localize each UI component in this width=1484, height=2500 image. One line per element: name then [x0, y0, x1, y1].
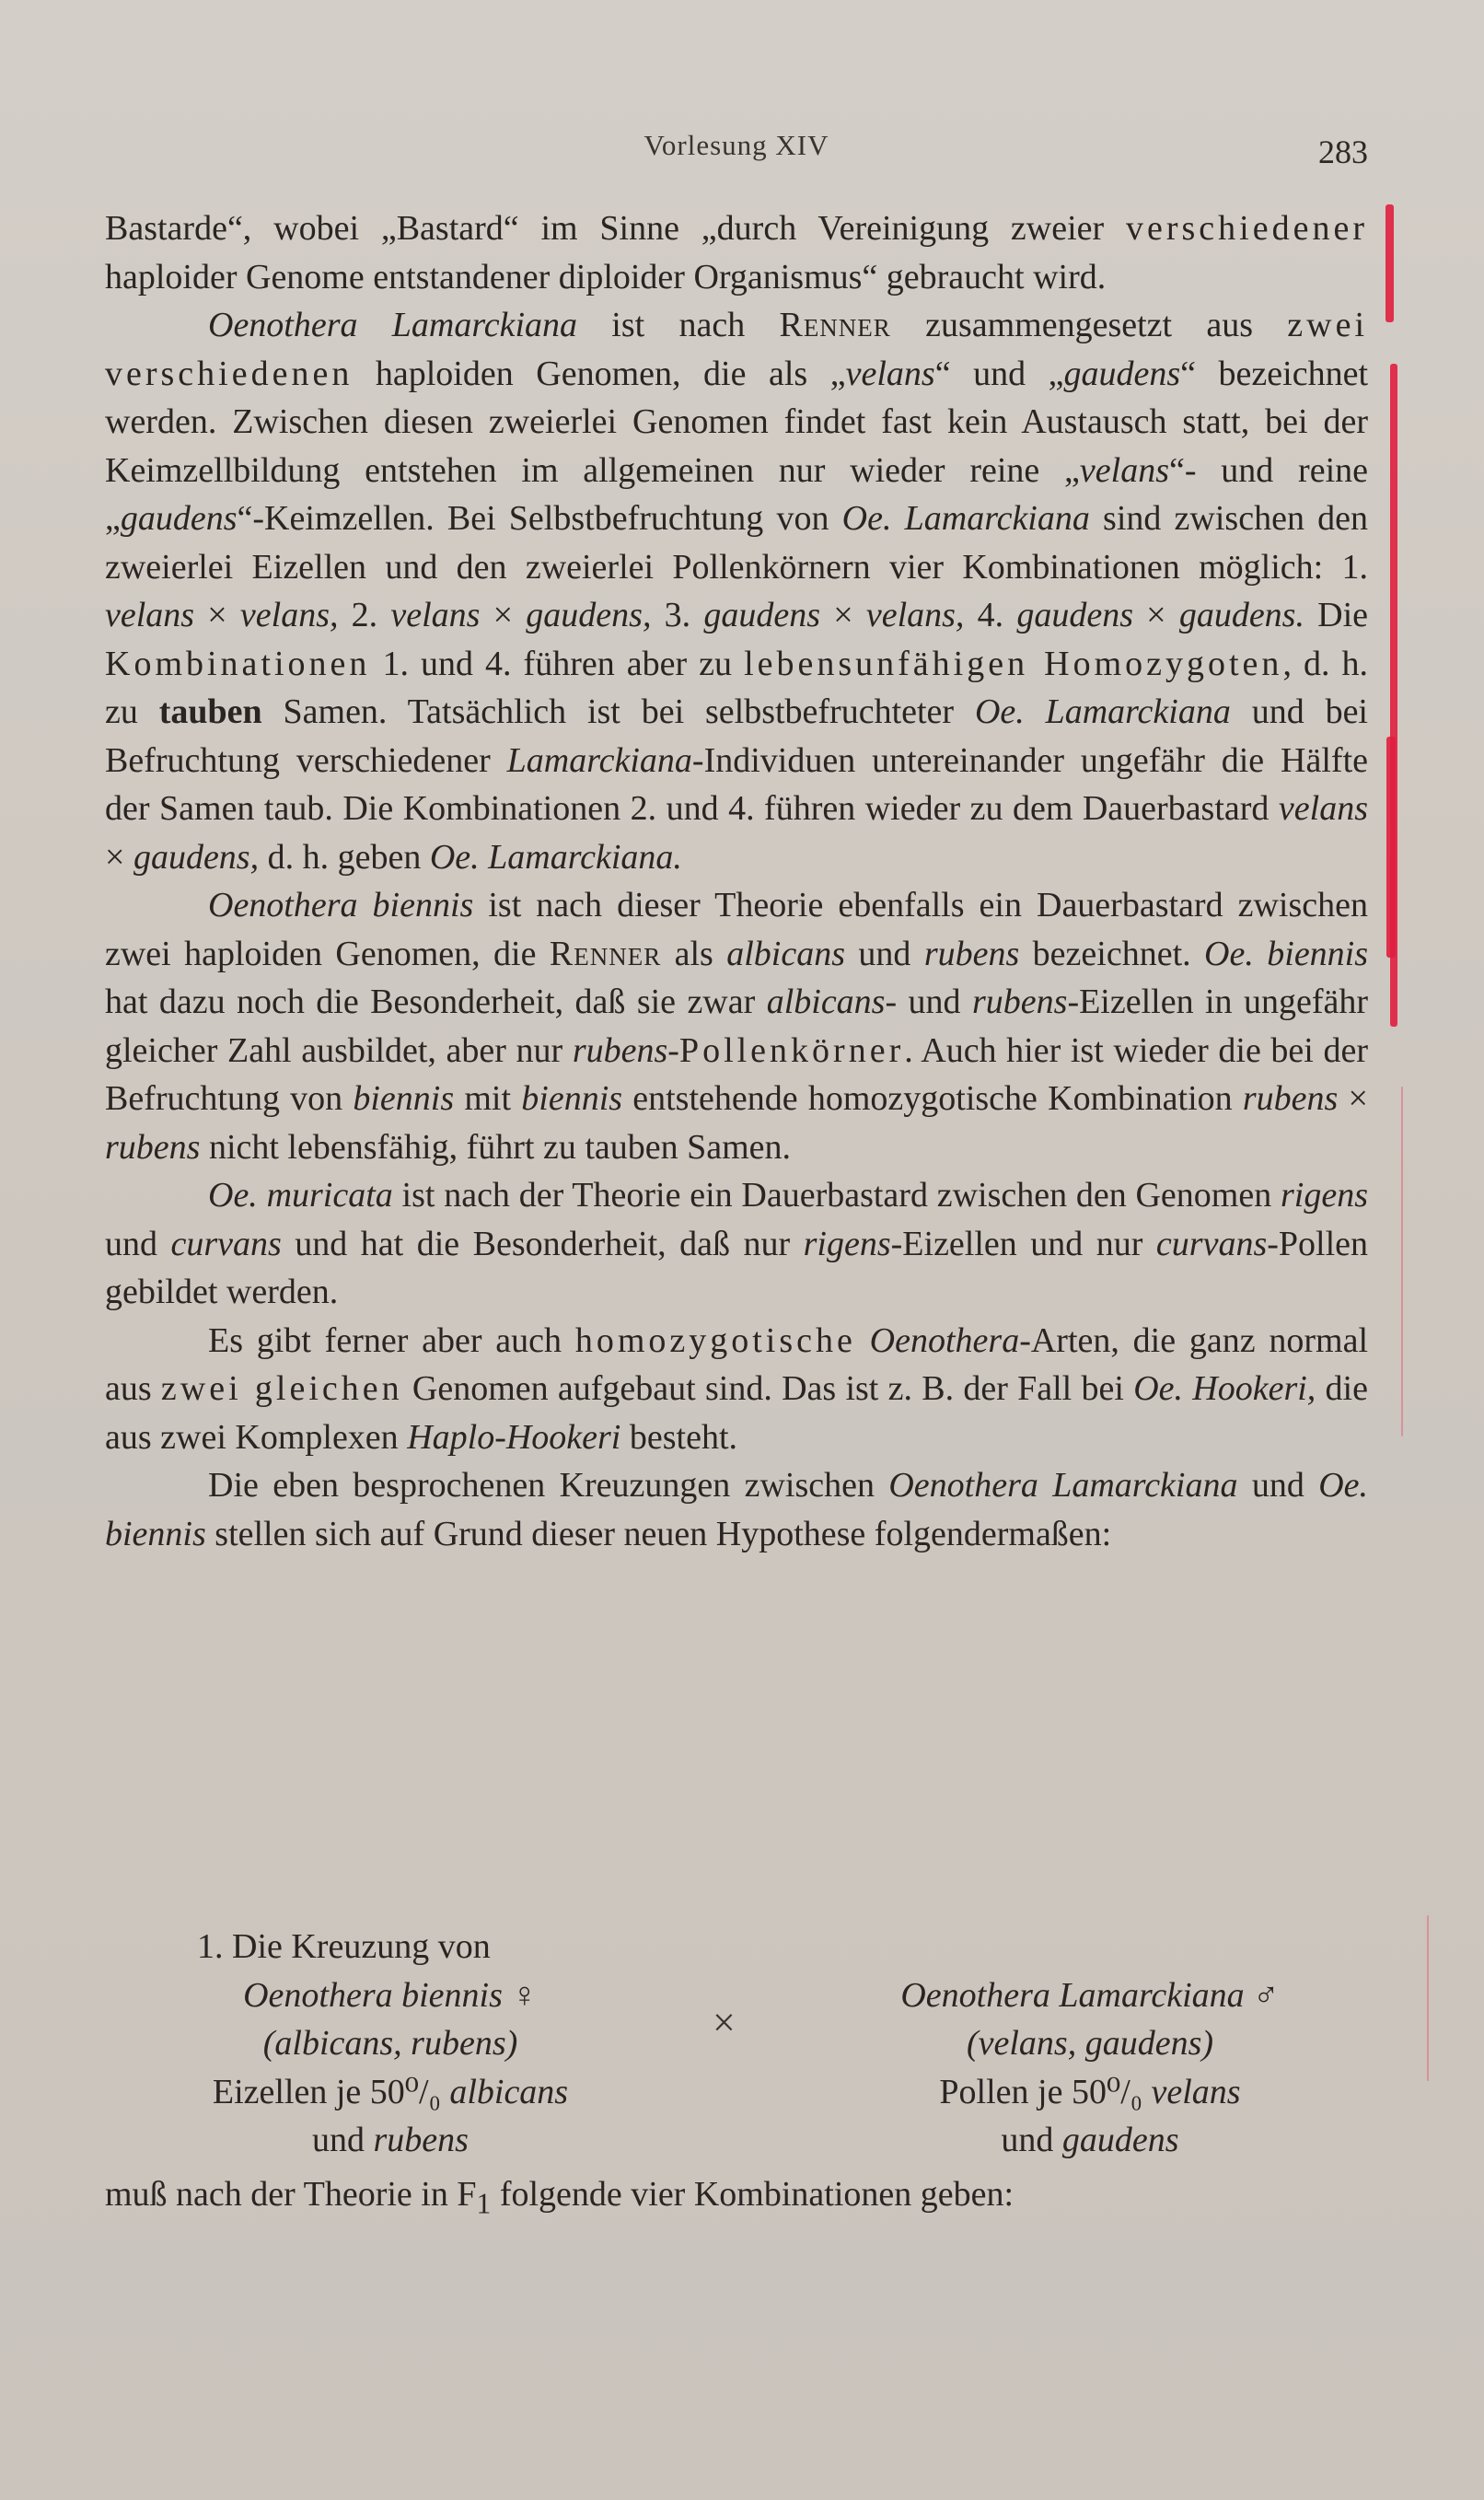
- cross-diagram: [105, 1971, 1368, 2165]
- text-run: Die eben besprochenen Kreuzungen zwischen: [208, 1466, 889, 1505]
- father-pollen-genome: velans: [1151, 2072, 1241, 2111]
- spaced-text: zwei gleichen: [160, 1369, 403, 1408]
- spaced-text: homozygotische: [574, 1320, 856, 1360]
- text-run: nicht lebensfähig, führt zu tauben Samen.: [200, 1127, 792, 1167]
- text-run: “ und „: [934, 354, 1064, 393]
- text-run: bezeichnet.: [1019, 934, 1205, 973]
- author-name: Renner: [549, 934, 662, 973]
- text-run: ist nach: [577, 306, 780, 344]
- text-run: - und: [885, 983, 972, 1021]
- text-run: 2.: [338, 596, 391, 634]
- text-run: d. h. geben: [259, 837, 430, 877]
- page-number: 283: [1318, 134, 1368, 170]
- text-run: stellen sich auf Grund dieser neuen Hypothese folgendermaßen:: [205, 1514, 1112, 1553]
- italic-text: Oe. biennis: [1204, 934, 1369, 973]
- text-run: ×: [194, 596, 240, 634]
- italic-text: curvans: [1155, 1224, 1268, 1263]
- text-run: -Individuen untereinander ungefähr die Hälfte der Samen taub. Die Kombinationen 2. und 4. führen wieder zu dem Dauerbastard: [105, 740, 1368, 828]
- italic-text: gaudens,: [526, 596, 652, 634]
- text-run: ×: [820, 596, 866, 634]
- italic-text: Oe. muricata: [208, 1176, 393, 1215]
- bold-text: tauben: [158, 692, 262, 731]
- text-run: und hat die Besonderheit, daß nur: [281, 1224, 804, 1263]
- italic-text: rubens: [105, 1127, 201, 1167]
- paragraph-5: [105, 1317, 1368, 1462]
- text-run: und: [105, 1224, 171, 1263]
- mother-and: und: [312, 2121, 374, 2159]
- italic-text: Oe. Lamarckiana.: [429, 837, 682, 877]
- italic-text: gaudens: [120, 499, 238, 538]
- italic-text: velans: [845, 354, 935, 393]
- text-run: Samen. Tatsächlich ist bei selbstbefruchteter: [261, 692, 975, 731]
- text-run: die aus zwei Komplexen: [105, 1369, 1368, 1457]
- father-pollen-label: Pollen je 50⁰/₀: [939, 2072, 1152, 2111]
- italic-text: biennis: [353, 1079, 455, 1118]
- italic-text: Oenothera Lamarckiana: [208, 306, 578, 344]
- italic-text: velans,: [865, 596, 965, 634]
- paragraph-4: [105, 1171, 1368, 1317]
- text-run: . Auch hier ist wieder die bei der Befruchtung von: [105, 1030, 1368, 1118]
- mother-second-genome: rubens: [373, 2121, 469, 2159]
- text-run: ist nach dieser Theorie ebenfalls ein Dauerbastard zwischen zwei haploiden Genomen, die: [105, 886, 1368, 973]
- italic-text: velans,: [239, 596, 339, 634]
- italic-text: gaudens: [703, 596, 821, 634]
- italic-text: Oenothera biennis: [208, 886, 474, 924]
- father-and: und: [1001, 2121, 1062, 2159]
- spaced-text: Pollenkörner: [678, 1030, 905, 1070]
- paragraph-1: [105, 204, 1368, 301]
- text-run: und: [1237, 1466, 1319, 1505]
- italic-text: Lamarckiana: [506, 740, 692, 780]
- text-run: entstehende homozygotische Kombination: [622, 1079, 1243, 1118]
- text-run: -Eizellen in ungefähr gleicher Zahl ausbildet, aber nur: [105, 983, 1369, 1070]
- text-run: und: [845, 934, 924, 973]
- italic-text: rigens: [803, 1224, 891, 1263]
- text-run: -Pollen gebildet werden.: [105, 1224, 1369, 1311]
- italic-text: curvans: [170, 1224, 282, 1263]
- italic-text: gaudens.: [1178, 596, 1304, 634]
- text-run: Es gibt ferner aber auch: [208, 1320, 575, 1360]
- text-run: folgende vier Kombinationen geben:: [491, 2174, 1014, 2214]
- page-header: [105, 129, 1368, 175]
- author-name: Renner: [779, 306, 891, 344]
- italic-text: gaudens,: [133, 837, 260, 877]
- father-genomes: (velans, gaudens): [966, 2024, 1214, 2063]
- mother-species: Oenothera biennis ♀: [243, 1975, 538, 2015]
- text-run: mit: [454, 1079, 522, 1118]
- spaced-text: lebensunfähigen Homozygoten: [744, 644, 1283, 683]
- cross-father-column: [832, 1971, 1348, 2165]
- italic-text: rubens: [572, 1030, 668, 1070]
- spaced-text: verschiedener: [1126, 209, 1368, 248]
- italic-text: gaudens: [1016, 596, 1133, 634]
- cross-section: [105, 1923, 1368, 2228]
- mother-eggs-label: Eizellen je 50⁰/₀: [212, 2072, 450, 2111]
- text-run: Die: [1304, 596, 1369, 634]
- text-run: besteht.: [620, 1417, 738, 1457]
- red-margin-mark: [1401, 1087, 1403, 1436]
- text-run: 3.: [651, 596, 704, 634]
- italic-text: velans: [1079, 450, 1169, 490]
- spaced-text: zwei verschiedenen: [105, 306, 1368, 393]
- text-run: als: [661, 934, 727, 973]
- text-run: haploiden Genomen, die als „: [353, 354, 846, 393]
- text-run: sind zwischen den zweierlei Eizellen und den zweierlei Pollenkörnern vier Kombinationen möglich: 1.: [105, 499, 1368, 587]
- red-margin-mark: [1385, 204, 1394, 322]
- text-run: 1. und 4. führen aber zu: [370, 644, 745, 683]
- cross-conclusion: [105, 2170, 1368, 2228]
- italic-text: albicans: [726, 934, 846, 973]
- italic-text: Oenothera Lamarckiana: [888, 1466, 1238, 1505]
- text-run: Genomen aufgebaut sind. Das ist z. B. der Fall bei: [402, 1369, 1134, 1408]
- italic-text: rubens: [971, 983, 1068, 1021]
- italic-text: rubens: [923, 934, 1020, 973]
- mother-eggs-genome: albicans: [449, 2072, 569, 2111]
- italic-text: velans: [1278, 789, 1368, 828]
- text-run: , d. h. zu: [105, 644, 1369, 731]
- text-run: haploider Genome entstandener diploider Organismus“ gebraucht wird.: [105, 257, 1107, 297]
- text-run: zusammengesetzt aus: [890, 306, 1288, 344]
- text-run: “ bezeichnet werden. Zwischen diesen zweierlei Genomen findet fast kein Austausch statt, bei der Keimzellbildung entstehen im allgemeinen nur wieder reine „: [105, 354, 1369, 490]
- italic-text: Oe. Lamarckiana: [841, 499, 1090, 538]
- red-margin-mark: [1427, 1915, 1429, 2081]
- cross-mother-column: [151, 1971, 630, 2165]
- text-run: ×: [1132, 596, 1179, 634]
- italic-text: biennis: [521, 1079, 623, 1118]
- text-run: und bei Befruchtung verschiedener: [105, 692, 1368, 780]
- italic-text: rigens: [1280, 1176, 1368, 1215]
- father-second-genome: gaudens: [1061, 2121, 1179, 2159]
- cross-title: 1. Die Kreuzung von: [197, 1927, 491, 1966]
- subscript: 1: [476, 2187, 492, 2220]
- text-run: -: [667, 1030, 679, 1070]
- paragraph-2: [105, 301, 1368, 881]
- italic-text: velans: [105, 596, 195, 634]
- text-run: ist nach der Theorie ein Dauerbastard zwischen den Genomen: [392, 1176, 1281, 1215]
- spaced-text: Kombinationen: [105, 644, 371, 683]
- paragraph-6: [105, 1461, 1368, 1558]
- running-head: Vorlesung XIV: [643, 129, 829, 161]
- text-run: Bastarde“, wobei „Bastard“ im Sinne „durch Vereinigung zweier: [105, 209, 1126, 248]
- italic-text: Haplo-Hookeri: [407, 1417, 621, 1457]
- italic-text: Oe. Lamarckiana: [974, 692, 1231, 731]
- italic-text: albicans: [766, 983, 886, 1021]
- text-run: [856, 1321, 870, 1360]
- paragraph-3: [105, 881, 1368, 1171]
- text-run: -Arten, die ganz normal aus: [105, 1320, 1369, 1408]
- text-run: muß nach der Theorie in F: [105, 2174, 477, 2214]
- body-text: [105, 204, 1368, 1558]
- italic-text: Oe. biennis: [105, 1466, 1369, 1553]
- text-run: “-Keimzellen. Bei Selbstbefruchtung von: [237, 499, 842, 538]
- mother-genomes: (albicans, rubens): [262, 2024, 518, 2063]
- text-run: ×: [105, 837, 133, 877]
- father-species: Oenothera Lamarckiana ♂: [900, 1975, 1280, 2015]
- italic-text: Oenothera: [869, 1320, 1020, 1360]
- text-run: -Eizellen und nur: [890, 1224, 1156, 1263]
- text-run: 4.: [964, 596, 1017, 634]
- text-run: ×: [480, 596, 527, 634]
- italic-text: rubens: [1242, 1079, 1339, 1118]
- italic-text: gaudens: [1063, 354, 1181, 393]
- cross-sign: ×: [713, 1999, 736, 2045]
- text-run: “- und reine „: [105, 450, 1368, 538]
- italic-text: Oe. Hookeri,: [1133, 1369, 1316, 1408]
- italic-text: velans: [390, 596, 481, 634]
- text-run: hat dazu noch die Besonderheit, daß sie zwar: [105, 983, 767, 1021]
- red-margin-mark: [1386, 737, 1396, 958]
- text-run: ×: [1338, 1079, 1368, 1118]
